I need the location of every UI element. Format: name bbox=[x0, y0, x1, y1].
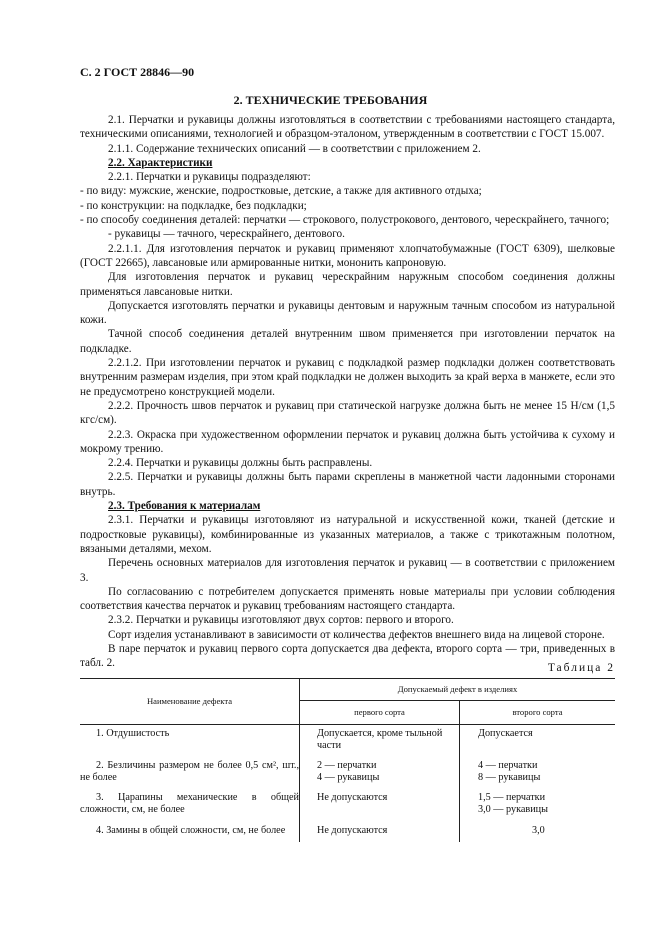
defect-name-cell: 3. Царапины механические в общей сложности, см, не более bbox=[80, 792, 299, 815]
header-allowed-defect: Допускаемый дефект в изделиях bbox=[300, 679, 616, 701]
second-grade-cell bbox=[460, 789, 616, 821]
paragraph: 2.3.1. Перчатки и рукавицы изготовляют из натуральной и искусственной кожи, тканей (детские и подростковые рукавицы), комбинированные из указанных материалов, а также с трикотажным полотном, вязаными деталями, мехом. bbox=[80, 514, 615, 555]
header-second-grade: второго сорта bbox=[460, 701, 616, 725]
second-grade-cell bbox=[460, 757, 616, 789]
table-row bbox=[80, 725, 615, 758]
paragraph: 2.1.1. Содержание технических описаний — в соответствии с приложением 2. bbox=[108, 142, 481, 155]
paragraph: Для изготовления перчаток и рукавиц черескрайним наружным способом соединения должны применяться лавсановые нитки. bbox=[80, 271, 615, 298]
header-defect-name: Наименование дефекта bbox=[80, 679, 300, 725]
defect-name-cell: 4. Замины в общей сложности, см, не более bbox=[96, 824, 286, 836]
cell-text: Не допускаются bbox=[317, 792, 388, 804]
defect-name-cell: 2. Безличины размером не более 0,5 см², шт., не более bbox=[80, 760, 299, 783]
cell-text: 4 — перчатки 8 — рукавицы bbox=[478, 760, 541, 783]
paragraph: В паре перчаток и рукавиц первого сорта допускается два дефекта, второго сорта — три, приведенных в табл. 2. bbox=[80, 642, 615, 670]
paragraph: 2.3.2. Перчатки и рукавицы изготовляют двух сортов: первого и второго. bbox=[108, 614, 454, 627]
cell-text: 2 — перчатки 4 — рукавицы bbox=[317, 760, 380, 783]
document-body bbox=[80, 113, 615, 671]
paragraph: Тачной способ соединения деталей внутренним швом применяется при изготовлении перчаток на подкладке. bbox=[80, 328, 615, 355]
paragraph: 2.2.1.1. Для изготовления перчаток и рукавиц применяют хлопчатобумажные (ГОСТ 6309), шелковые (ГОСТ 22665), лавсановые или армированные нитки, мононить капроновую. bbox=[80, 242, 615, 269]
paragraph: 2.2.1. Перчатки и рукавицы подразделяют: bbox=[108, 171, 311, 184]
paragraph: 2.2.2. Прочность швов перчаток и рукавиц при статической нагрузке должна быть не менее 15 Н/см (1,5 кгс/см). bbox=[80, 399, 615, 427]
paragraph: Допускается изготовлять перчатки и рукавицы дентовым и наружным тачным способом из натуральной кожи. bbox=[80, 299, 615, 327]
defect-name-cell: 1. Отдушистость bbox=[96, 728, 170, 739]
second-grade-cell bbox=[460, 725, 616, 758]
subsection-heading: 2.3. Требования к материалам bbox=[108, 500, 261, 513]
page-header: С. 2 ГОСТ 28846—90 bbox=[80, 65, 195, 79]
section-title: 2. ТЕХНИЧЕСКИЕ ТРЕБОВАНИЯ bbox=[233, 93, 428, 107]
cell-text: Допускается bbox=[478, 728, 533, 739]
subsection-heading: 2.2. Характеристики bbox=[108, 156, 213, 169]
cell-text: 1,5 — перчатки 3,0 — рукавицы bbox=[478, 792, 548, 815]
first-grade-cell bbox=[300, 789, 460, 821]
table-row bbox=[80, 789, 615, 821]
paragraph: Перечень основных материалов для изготовления перчаток и рукавиц — в соответствии с приложением 3. bbox=[80, 557, 615, 584]
cell-text: 3,0 bbox=[532, 824, 545, 836]
cell-text: Не допускаются bbox=[317, 824, 388, 836]
paragraph: Сорт изделия устанавливают в зависимости от количества дефектов внешнего вида на лицевой стороне. bbox=[108, 628, 605, 641]
list-item: - по виду: мужские, женские, подростковые, детские, а также для активного отдыха; bbox=[80, 185, 482, 198]
paragraph: 2.2.3. Окраска при художественном оформлении перчаток и рукавиц должна быть устойчива к сухому и мокрому трению. bbox=[80, 428, 615, 455]
first-grade-cell bbox=[300, 822, 460, 843]
paragraph: 2.1. Перчатки и рукавицы должны изготовляться в соответствии с требованиями настоящего стандарта, техническими описаниями, технологией и образцом-эталоном, утвержденным в соответствии с ГОСТ 15.007. bbox=[80, 114, 615, 141]
table-row bbox=[80, 822, 615, 843]
second-grade-cell bbox=[460, 822, 616, 843]
defects-table bbox=[80, 678, 615, 842]
first-grade-cell bbox=[300, 757, 460, 789]
cell-text: Допускается, кроме тыльной части bbox=[317, 728, 443, 751]
header-first-grade: первого сорта bbox=[300, 701, 460, 725]
first-grade-cell bbox=[300, 725, 460, 758]
list-item: - по способу соединения деталей: перчатки — строкового, полустрокового, дентового, черескрайнего, тачного; bbox=[80, 214, 610, 227]
table-row bbox=[80, 757, 615, 789]
list-item: - по конструкции: на подкладке, без подкладки; bbox=[80, 199, 307, 212]
list-item: - рукавицы — тачного, черескрайнего, дентового. bbox=[108, 228, 345, 241]
table-caption: Таблица 2 bbox=[547, 662, 615, 674]
paragraph: По согласованию с потребителем допускается применять новые материалы при условии соблюдения соответствия качества перчаток и рукавиц требованиям настоящего стандарта. bbox=[80, 585, 615, 613]
paragraph: 2.2.1.2. При изготовлении перчаток и рукавиц с подкладкой размер подкладки должен соответствовать внутренним размерам изделия, при этом край подкладки не должен выходить за край верха в манжете, если это не предусмотрено конструкцией модели. bbox=[80, 357, 615, 398]
paragraph: 2.2.5. Перчатки и рукавицы должны быть парами скреплены в манжетной части ладонными сторонами внутрь. bbox=[80, 471, 615, 498]
paragraph: 2.2.4. Перчатки и рукавицы должны быть расправлены. bbox=[108, 457, 373, 470]
